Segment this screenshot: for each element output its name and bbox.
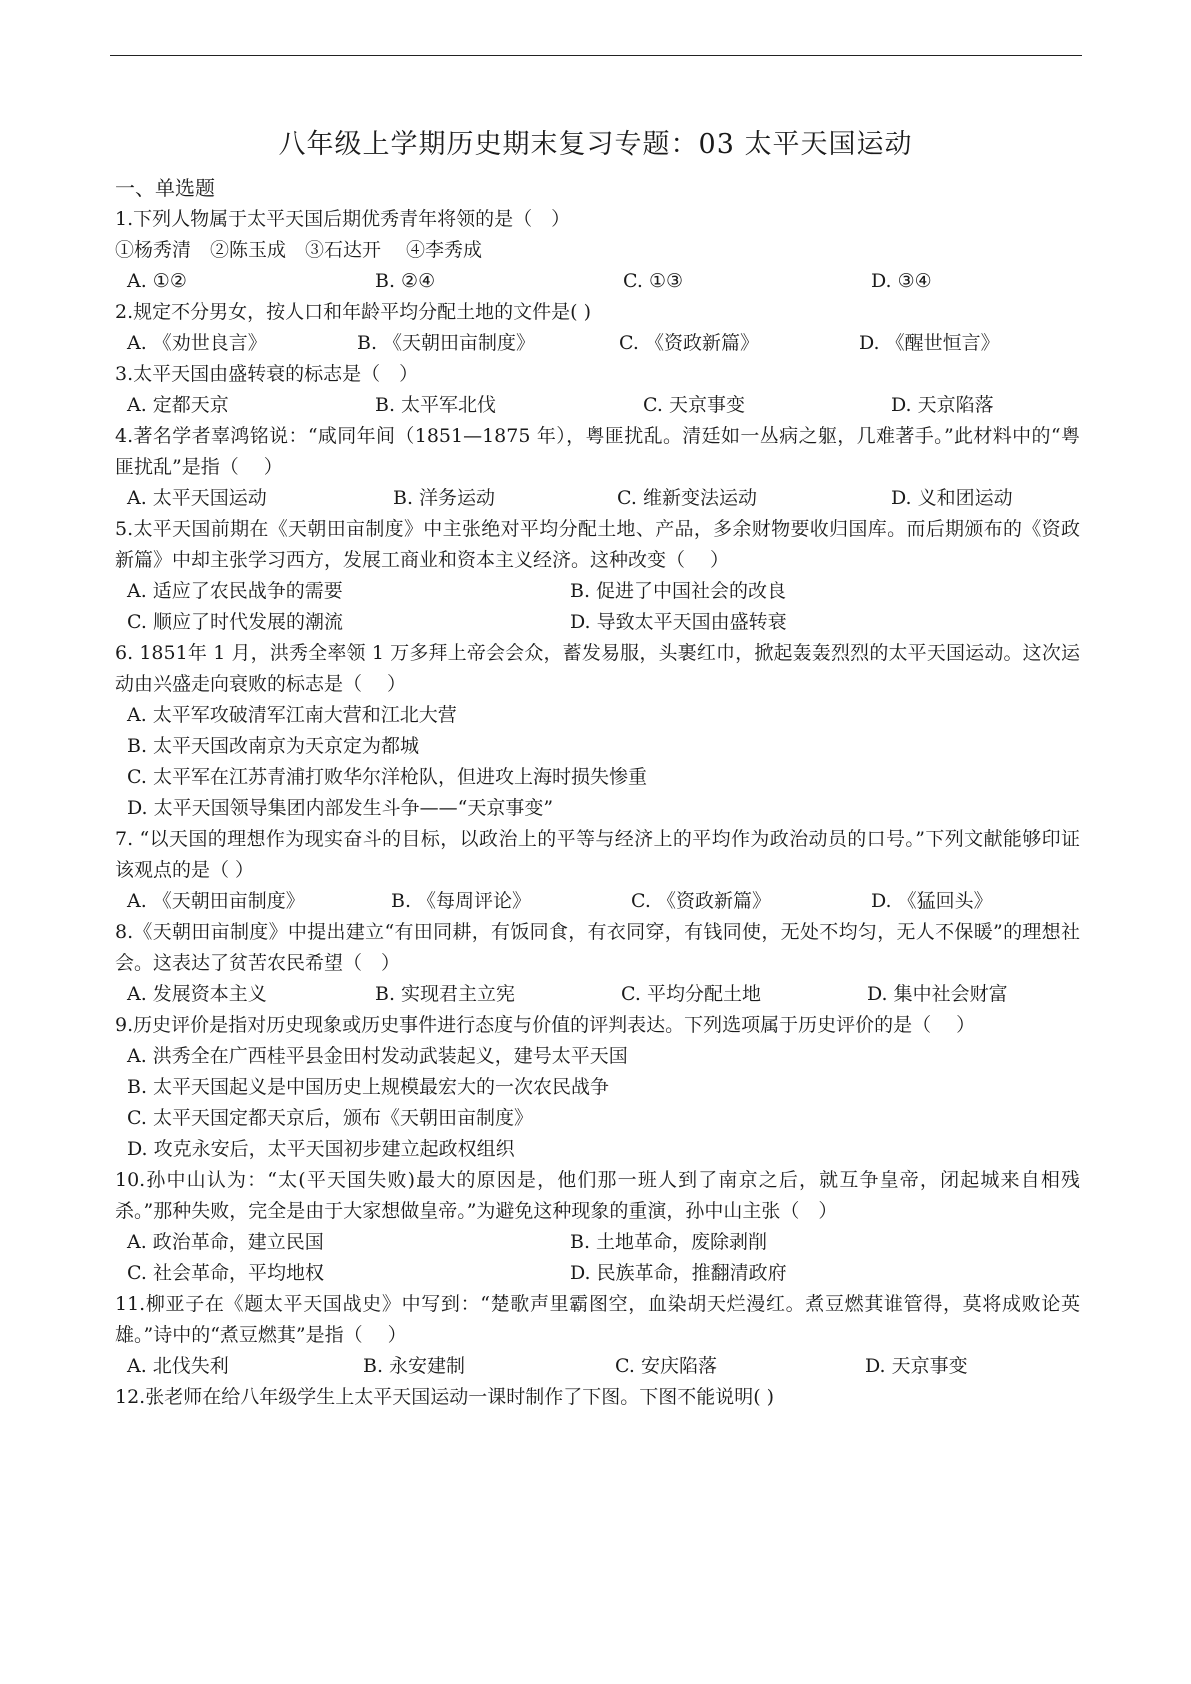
option-c: C. 维新变法运动 bbox=[617, 487, 757, 509]
option-b: B. 太平天国改南京为天京定为都城 bbox=[127, 735, 420, 757]
option-c: C. 平均分配土地 bbox=[621, 983, 761, 1005]
question-stem: 4.著名学者辜鸿铭说：“咸同年间（1851—1875 年），粤匪扰乱。清廷如一丛病之躯，几难著手。”此材料中的“粤匪扰乱”是指（ ） bbox=[115, 425, 1080, 478]
option-a: A. 发展资本主义 bbox=[127, 983, 267, 1005]
option-d: D. 天京陷落 bbox=[891, 394, 994, 416]
option-a: A. 《劝世良言》 bbox=[127, 332, 267, 354]
option-d: D. ③④ bbox=[871, 270, 932, 292]
question-stem: 1.下列人物属于太平天国后期优秀青年将领的是（ ） bbox=[115, 208, 571, 230]
option-a: A. 《天朝田亩制度》 bbox=[127, 890, 305, 912]
option-c: C. 社会革命，平均地权 bbox=[127, 1262, 324, 1284]
question-7 bbox=[115, 824, 1080, 917]
option-c: C. 安庆陷落 bbox=[615, 1355, 717, 1377]
options-list bbox=[115, 700, 1080, 824]
question-stem: 10.孙中山认为：“太(平天国失败)最大的原因是，他们那一班人到了南京之后，就互争皇帝，闭起城来自相残杀。”那种失败，完全是由于大家想做皇帝。”为避免这种现象的重演，孙中山主张（ ） bbox=[115, 1169, 1080, 1222]
question-stem: 2.规定不分男女，按人口和年龄平均分配土地的文件是( ) bbox=[115, 301, 591, 323]
option-d: D. 义和团运动 bbox=[891, 487, 1013, 509]
question-stem: 3.太平天国由盛转衰的标志是（ ） bbox=[115, 363, 419, 385]
option-a: A. 洪秀全在广西桂平县金田村发动武装起义，建号太平天国 bbox=[127, 1045, 628, 1067]
question-11 bbox=[115, 1289, 1080, 1382]
option-d: D. 《醒世恒言》 bbox=[859, 332, 1000, 354]
question-stem: 6. 1851年 1 月，洪秀全率领 1 万多拜上帝会会众，蓄发易服，头裹红巾，掀起轰轰烈烈的太平天国运动。这次运动由兴盛走向衰败的标志是（ ） bbox=[115, 642, 1080, 695]
option-d: D. 《猛回头》 bbox=[871, 890, 993, 912]
option-c: C. ①③ bbox=[623, 270, 684, 292]
option-b: B. 《每周评论》 bbox=[391, 890, 532, 912]
option-b: B. 太平军北伐 bbox=[375, 394, 497, 416]
question-4 bbox=[115, 421, 1080, 514]
option-c: C. 太平军在江苏青浦打败华尔洋枪队，但进攻上海时损失惨重 bbox=[127, 766, 647, 788]
option-a: A. 北伐失利 bbox=[127, 1355, 229, 1377]
question-stem: 9.历史评价是指对历史现象或历史事件进行态度与价值的评判表达。下列选项属于历史评价的是（ ） bbox=[115, 1014, 976, 1036]
option-c: C. 天京事变 bbox=[643, 394, 745, 416]
option-b: B. ②④ bbox=[375, 270, 436, 292]
question-stem: 8.《天朝田亩制度》中提出建立“有田同耕，有饭同食，有衣同穿，有钱同使，无处不均匀，无人不保暖”的理想社会。这表达了贫苦农民希望（ ） bbox=[115, 921, 1080, 974]
option-d: D. 攻克永安后，太平天国初步建立起政权组织 bbox=[127, 1138, 515, 1160]
question-1 bbox=[115, 204, 1080, 297]
question-stem: 11.柳亚子在《题太平天国战史》中写到：“楚歌声里霸图空，血染胡天烂漫红。煮豆燃萁谁管得，莫将成败论英雄。”诗中的“煮豆燃萁”是指（ ） bbox=[115, 1293, 1080, 1346]
question-note: ①杨秀清 ②陈玉成 ③石达开 ④李秀成 bbox=[115, 239, 483, 261]
options-row bbox=[115, 328, 1080, 359]
option-b: B. 洋务运动 bbox=[393, 487, 496, 509]
options-grid bbox=[115, 576, 1080, 638]
option-a: A. 政治革命，建立民国 bbox=[127, 1231, 324, 1253]
page-title: 八年级上学期历史期末复习专题：03 太平天国运动 bbox=[278, 129, 913, 160]
option-b: B. 《天朝田亩制度》 bbox=[357, 332, 536, 354]
options-row bbox=[115, 390, 1080, 421]
option-b: B. 促进了中国社会的改良 bbox=[570, 580, 787, 602]
option-d: D. 集中社会财富 bbox=[867, 983, 1008, 1005]
option-d: D. 导致太平天国由盛转衰 bbox=[570, 611, 787, 633]
header-rule bbox=[110, 55, 1082, 56]
options-row bbox=[115, 483, 1080, 514]
question-9 bbox=[115, 1010, 1080, 1165]
option-a: A. 定都天京 bbox=[127, 394, 229, 416]
option-a: A. 适应了农民战争的需要 bbox=[127, 580, 343, 602]
question-5 bbox=[115, 514, 1080, 638]
options-row bbox=[115, 1351, 1080, 1382]
question-6 bbox=[115, 638, 1080, 824]
question-stem: 5.太平天国前期在《天朝田亩制度》中主张绝对平均分配土地、产品，多余财物要收归国库。而后期颁布的《资政新篇》中却主张学习西方，发展工商业和资本主义经济。这种改变（ ） bbox=[115, 518, 1080, 571]
option-c: C. 《资政新篇》 bbox=[631, 890, 771, 912]
question-list bbox=[115, 173, 1080, 1413]
option-d: D. 天京事变 bbox=[865, 1355, 968, 1377]
option-a: A. 太平军攻破清军江南大营和江北大营 bbox=[127, 704, 457, 726]
question-3 bbox=[115, 359, 1080, 421]
option-b: B. 太平天国起义是中国历史上规模最宏大的一次农民战争 bbox=[127, 1076, 610, 1098]
option-a: A. 太平天国运动 bbox=[127, 487, 267, 509]
option-b: B. 永安建制 bbox=[363, 1355, 466, 1377]
question-stem: 12.张老师在给八年级学生上太平天国运动一课时制作了下图。下图不能说明( ) bbox=[115, 1386, 775, 1408]
question-stem: 7. “以天国的理想作为现实奋斗的目标，以政治上的平等与经济上的平均作为政治动员的口号。”下列文献能够印证该观点的是（ ） bbox=[115, 828, 1080, 881]
options-row bbox=[115, 266, 1080, 297]
option-c: C. 顺应了时代发展的潮流 bbox=[127, 611, 343, 633]
option-c: C. 太平天国定都天京后，颁布《天朝田亩制度》 bbox=[127, 1107, 533, 1129]
question-8 bbox=[115, 917, 1080, 1010]
option-a: A. ①② bbox=[127, 270, 187, 292]
options-grid bbox=[115, 1227, 1080, 1289]
question-2 bbox=[115, 297, 1080, 359]
section-heading: 一、单选题 bbox=[115, 176, 215, 200]
option-b: B. 土地革命，废除剥削 bbox=[570, 1231, 768, 1253]
option-d: D. 民族革命，推翻清政府 bbox=[570, 1262, 787, 1284]
question-12 bbox=[115, 1382, 1080, 1413]
option-d: D. 太平天国领导集团内部发生斗争——“天京事变” bbox=[127, 797, 554, 819]
options-row bbox=[115, 886, 1080, 917]
options-row bbox=[115, 979, 1080, 1010]
option-b: B. 实现君主立宪 bbox=[375, 983, 516, 1005]
options-list bbox=[115, 1041, 1080, 1165]
question-10 bbox=[115, 1165, 1080, 1289]
option-c: C. 《资政新篇》 bbox=[619, 332, 759, 354]
